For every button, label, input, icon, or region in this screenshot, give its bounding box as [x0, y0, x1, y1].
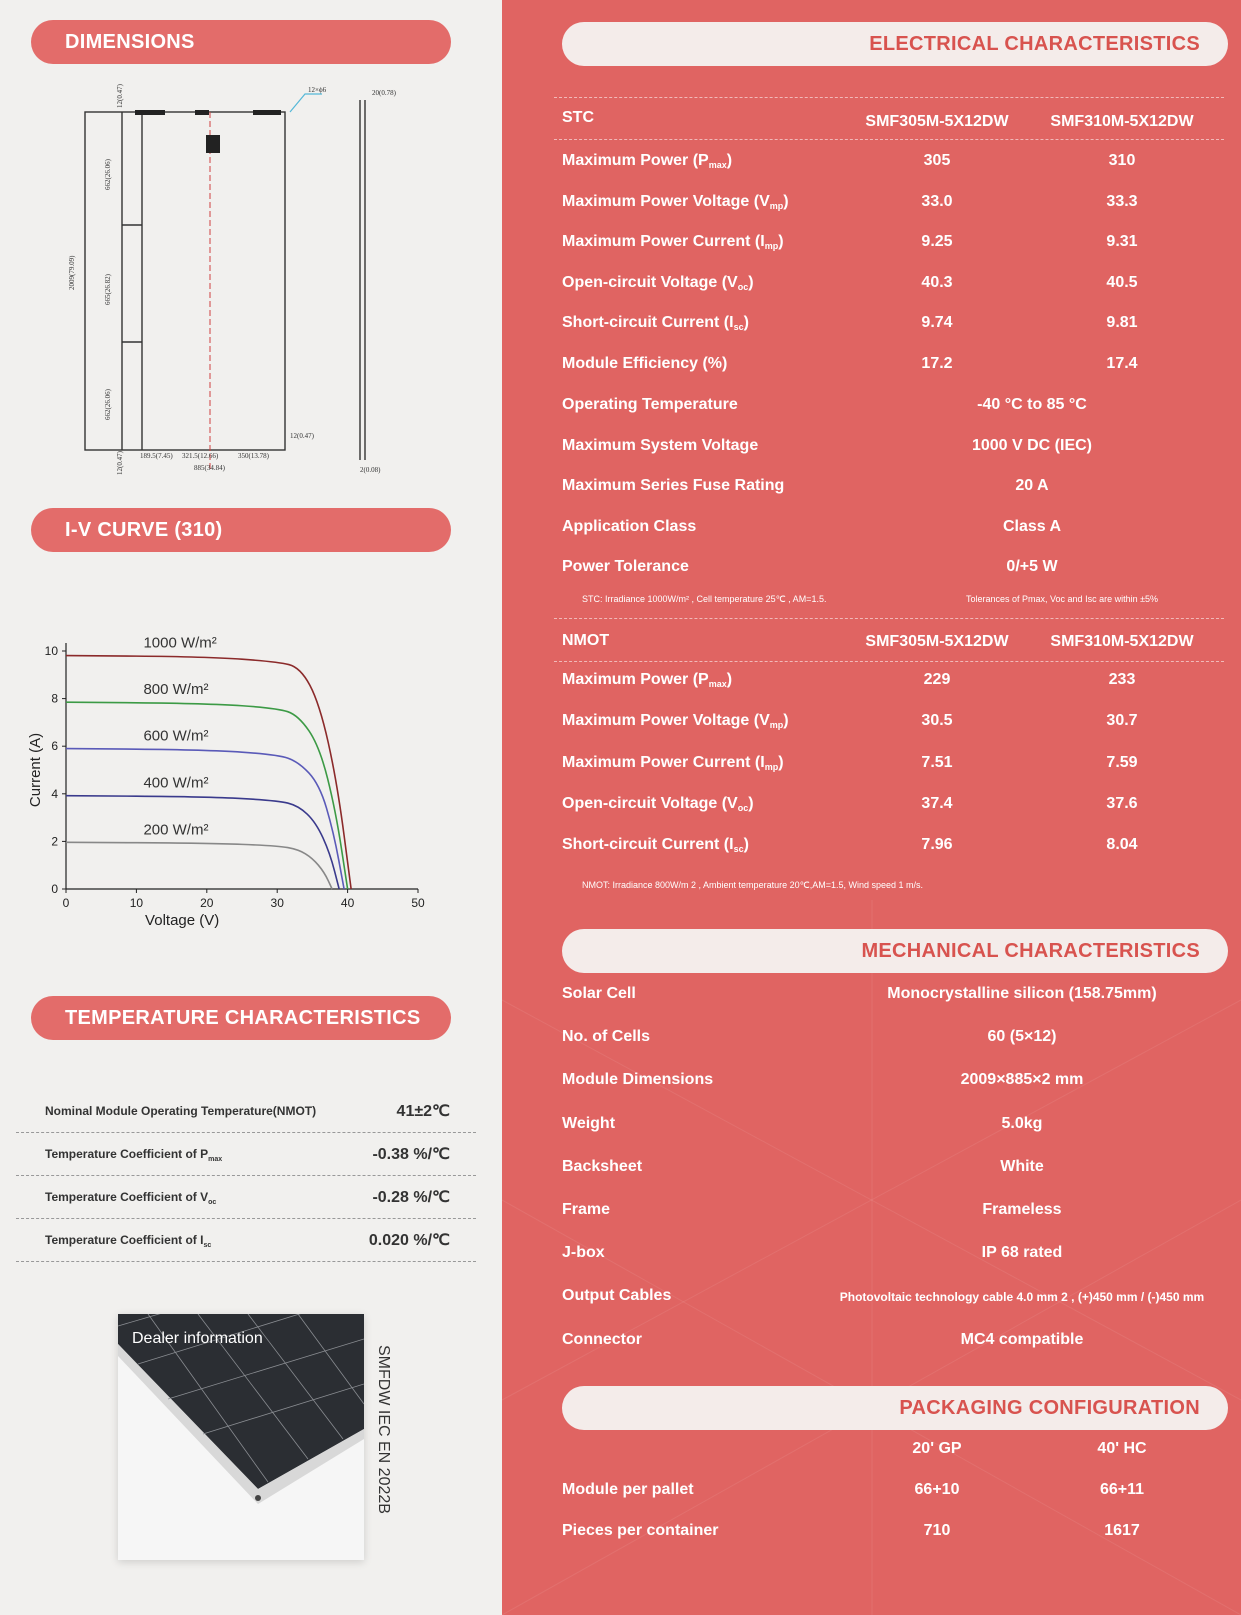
x-tick-label: 40: [340, 896, 355, 910]
mechanical-label: Backsheet: [562, 1157, 643, 1175]
nmot-note: NMOT: Irradiance 800W/m 2 , Ambient temperature 20℃,AM=1.5, Wind speed 1 m/s.: [582, 880, 923, 890]
nmot-row-label-text: Open-circuit Voltage (V: [562, 794, 738, 812]
mechanical-label: Connector: [562, 1330, 642, 1348]
x-tick-label: 20: [200, 896, 214, 910]
y-axis-label: Current (A): [27, 732, 44, 808]
stc-span-value: 1000 V DC (IEC): [971, 436, 1093, 454]
x-axis-label: Voltage (V): [145, 912, 220, 929]
packaging-heading: [562, 1386, 1228, 1430]
temperature-title: TEMPERATURE CHARACTERISTICS: [65, 1006, 421, 1029]
x-tick-label: 50: [411, 896, 425, 910]
nmot-row-label-sub: oc: [737, 802, 749, 813]
b2-label: 321.5(12.66): [182, 452, 219, 460]
mechanical-label: Solar Cell: [562, 985, 636, 1002]
iv-curve-heading: [31, 508, 451, 552]
stc-row-label-sub: mp: [769, 200, 784, 211]
seg1-label: 662(26.06): [104, 159, 112, 190]
right-mid-label: 12(0.47): [290, 432, 314, 440]
packaging-col-b: 40' HC: [1097, 1440, 1147, 1457]
b-total-label: 885(34.84): [194, 464, 225, 472]
stc-span-value: -40 °C to 85 °C: [977, 396, 1087, 413]
stc-row-label-tail: ): [778, 233, 784, 251]
stc-row-label: [562, 193, 789, 211]
nmot-row-label-tail: ): [778, 753, 784, 771]
y-tick-label: 2: [51, 834, 58, 849]
packaging-col-a: 20' GP: [912, 1440, 962, 1457]
nmot-row-label-tail: ): [783, 712, 789, 730]
temperature-label: [45, 1233, 211, 1249]
stc-row-label: [562, 233, 784, 251]
seg3-label: 662(26.06): [104, 389, 112, 420]
temperature-label-text: Temperature Coefficient of V: [45, 1190, 209, 1204]
dealer-vertical-code: SMFDW IEC EN 2022B: [375, 1345, 392, 1514]
mechanical-label: Weight: [562, 1114, 616, 1132]
mechanical-value: 5.0kg: [1001, 1114, 1043, 1132]
divider: [554, 661, 1224, 662]
stc-row-label-sub: sc: [733, 322, 744, 333]
stc-row-label-tail: ): [726, 152, 733, 169]
nmot-value-a: 7.51: [921, 753, 953, 771]
y-tick-label: 6: [51, 739, 58, 754]
nmot-value-b: 7.59: [1106, 753, 1138, 771]
dealer-panel: [118, 1314, 364, 1560]
nmot-value-a: 229: [923, 671, 951, 688]
mechanical-label: Output Cables: [562, 1287, 672, 1305]
mechanical-label: Module Dimensions: [562, 1071, 714, 1089]
stc-row-label: [562, 314, 749, 332]
stc-span-label: Application Class: [562, 517, 697, 535]
temperature-label: [45, 1190, 216, 1206]
mechanical-title: MECHANICAL CHARACTERISTICS: [861, 939, 1200, 962]
nmot-row-label: [562, 836, 749, 854]
electrical-heading: [562, 22, 1228, 66]
stc-row-label: [562, 274, 754, 292]
temperature-value: 0.020 %/℃: [368, 1232, 450, 1249]
iv-curve-chart: [20, 615, 440, 935]
temperature-divider: [16, 1261, 476, 1262]
nmot-row-label-tail: ): [748, 794, 754, 812]
stc-value-b: 9.81: [1106, 314, 1138, 332]
y-tick-label: 8: [51, 691, 58, 706]
stc-note-right: Tolerances of Pmax, Voc and Isc are within ±5%: [966, 594, 1159, 604]
series-label: 800 W/m²: [143, 681, 209, 699]
temperature-divider: [16, 1218, 476, 1219]
stc-value-b: 33.3: [1106, 192, 1138, 210]
nmot-row-label-text: Short-circuit Current (I: [562, 836, 734, 854]
stc-value-a: 33.0: [921, 192, 953, 210]
nmot-row-label-sub: mp: [769, 720, 784, 731]
nmot-row-label-tail: ): [726, 671, 733, 688]
stc-row-label-tail: ): [783, 192, 789, 210]
stc-model-a: SMF305M-5X12DW: [865, 113, 1009, 130]
mechanical-value: Frameless: [982, 1201, 1062, 1218]
mechanical-label: J-box: [562, 1244, 605, 1262]
nmot-row-label-text: Maximum Power (P: [562, 671, 709, 688]
dimensions-title: DIMENSIONS: [65, 30, 195, 53]
stc-span-value: 20 A: [1015, 477, 1049, 495]
y-tick-label: 0: [51, 882, 58, 896]
temperature-heading: [31, 996, 451, 1040]
nmot-model-b: SMF310M-5X12DW: [1050, 633, 1194, 650]
nmot-value-b: 8.04: [1106, 836, 1138, 854]
top-left-label: 12(0.47): [116, 84, 124, 108]
temperature-divider: [16, 1175, 476, 1176]
stc-row-label-text: Module Efficiency (%): [562, 355, 728, 372]
divider: [554, 139, 1224, 140]
series-line-4: [66, 842, 332, 889]
packaging-value-b: 66+11: [1099, 1481, 1145, 1498]
temperature-label-text: Temperature Coefficient of P: [45, 1147, 209, 1161]
nmot-value-b: 30.7: [1106, 712, 1138, 730]
nmot-row-label: [562, 754, 784, 772]
temperature-label-text: Nominal Module Operating Temperature(NMOT): [45, 1104, 317, 1118]
stc-row-label: [562, 152, 732, 170]
temperature-label: [45, 1147, 222, 1163]
nmot-header: NMOT: [562, 632, 610, 649]
stc-header: STC: [562, 109, 594, 126]
nmot-value-b: 233: [1108, 671, 1136, 688]
stc-row-label-text: Open-circuit Voltage (V: [562, 273, 738, 291]
nmot-row-label: [562, 795, 754, 813]
stc-value-a: 40.3: [921, 273, 953, 291]
stc-value-b: 40.5: [1106, 273, 1138, 291]
side-total-label: 2009(79.09): [68, 255, 76, 290]
stc-row-label-text: Maximum Power Voltage (V: [562, 192, 770, 210]
nmot-row-label-text: Maximum Power Current (I: [562, 753, 765, 771]
stc-value-b: 9.31: [1106, 233, 1138, 251]
stc-row-label-sub: max: [708, 160, 727, 170]
mechanical-value: 2009×885×2 mm: [960, 1071, 1084, 1089]
b3-label: 350(13.78): [238, 452, 269, 460]
series-label: 1000 W/m²: [143, 634, 217, 652]
temperature-label-sub: max: [208, 1156, 223, 1163]
mechanical-value: 60 (5×12): [987, 1028, 1057, 1046]
solar-panel-image: [118, 1314, 364, 1560]
bottom-left-label: 12(0.47): [116, 451, 124, 475]
packaging-value-a: 66+10: [914, 1481, 960, 1498]
dealer-label: Dealer information: [132, 1330, 263, 1347]
series-label: 600 W/m²: [143, 727, 209, 745]
stc-span-value: Class A: [1002, 517, 1062, 535]
junction-box: [206, 135, 220, 153]
stc-span-value: 0/+5 W: [1006, 558, 1058, 576]
stc-value-b: 17.4: [1106, 355, 1138, 372]
stc-value-a: 9.25: [921, 233, 953, 251]
nmot-value-a: 37.4: [921, 794, 953, 812]
temperature-value: -0.28 %/℃: [372, 1189, 450, 1206]
temperature-label-sub: oc: [208, 1199, 217, 1206]
nmot-value-a: 30.5: [921, 712, 953, 730]
b1-label: 189.5(7.45): [140, 452, 173, 460]
nmot-row-label-sub: mp: [764, 761, 779, 772]
temperature-label: [45, 1104, 316, 1118]
mechanical-value: IP 68 rated: [981, 1244, 1063, 1262]
dimensions-drawing: [60, 80, 440, 490]
mechanical-value: Monocrystalline silicon (158.75mm): [887, 985, 1157, 1002]
temperature-value: 41±2℃: [396, 1103, 450, 1120]
stc-value-b: 310: [1108, 152, 1136, 169]
stc-row-label: [562, 355, 727, 373]
stc-span-label: Operating Temperature: [562, 396, 738, 413]
packaging-title: PACKAGING CONFIGURATION: [899, 1396, 1200, 1419]
temperature-label-text: Temperature Coefficient of I: [45, 1233, 204, 1247]
packaging-value-a: 710: [923, 1521, 951, 1539]
top-right-label: 20(0.78): [372, 89, 396, 97]
hole-label: 12×ϕ6: [308, 86, 327, 94]
mechanical-value: White: [1000, 1157, 1044, 1175]
packaging-value-b: 1617: [1104, 1521, 1140, 1539]
y-tick-label: 4: [51, 786, 58, 801]
packaging-label: Module per pallet: [562, 1481, 694, 1498]
dimensions-heading: [31, 20, 451, 64]
y-tick-label: 10: [44, 644, 58, 658]
electrical-title: ELECTRICAL CHARACTERISTICS: [869, 32, 1200, 55]
stc-row-label-text: Maximum Power Current (I: [562, 233, 765, 251]
series-label: 200 W/m²: [143, 821, 209, 839]
stc-span-label: Maximum Series Fuse Rating: [562, 477, 785, 495]
divider: [554, 618, 1224, 619]
nmot-row-label: [562, 671, 732, 689]
temperature-value: -0.38 %/℃: [372, 1146, 450, 1163]
x-tick-label: 10: [129, 896, 144, 910]
stc-value-a: 305: [923, 152, 951, 169]
stc-value-a: 9.74: [921, 314, 953, 332]
x-tick-label: 30: [270, 896, 284, 910]
stc-row-label-tail: ): [743, 314, 749, 332]
temperature-label-sub: sc: [203, 1242, 212, 1249]
mechanical-value: Photovoltaic technology cable 4.0 mm 2 , (+)450 mm / (-)450 mm: [839, 1290, 1205, 1305]
stc-value-a: 17.2: [921, 355, 953, 372]
spec-panel: [502, 0, 1241, 1615]
nmot-row-label-sub: sc: [733, 844, 744, 855]
stc-row-label-sub: oc: [737, 281, 749, 292]
mechanical-value: MC4 compatible: [960, 1330, 1084, 1348]
nmot-row-label-text: Maximum Power Voltage (V: [562, 712, 770, 730]
stc-note-left: STC: Irradiance 1000W/m² , Cell temperature 25℃ , AM=1.5.: [582, 594, 827, 604]
stc-row-label-sub: mp: [764, 241, 779, 252]
nmot-model-a: SMF305M-5X12DW: [865, 633, 1009, 650]
nmot-row-label-sub: max: [708, 679, 727, 689]
iv-curve-title: I-V CURVE (310): [65, 518, 223, 541]
nmot-value-a: 7.96: [921, 836, 953, 854]
x-tick-label: 0: [62, 896, 70, 910]
divider: [554, 97, 1224, 98]
temperature-divider: [16, 1132, 476, 1133]
module-outline: [85, 112, 285, 450]
mechanical-label: Frame: [562, 1201, 611, 1218]
stc-row-label-text: Maximum Power (P: [562, 152, 709, 169]
stc-span-label: Maximum System Voltage: [562, 436, 759, 454]
nmot-row-label-tail: ): [743, 836, 749, 854]
thickness-label: 2(0.08): [360, 466, 381, 474]
series-label: 400 W/m²: [143, 774, 209, 792]
series-line-2: [66, 749, 344, 889]
stc-row-label-text: Short-circuit Current (I: [562, 314, 734, 332]
mechanical-heading: [562, 929, 1228, 973]
seg2-label: 665(26.82): [104, 274, 112, 305]
nmot-row-label: [562, 712, 789, 730]
nmot-value-b: 37.6: [1106, 794, 1138, 812]
stc-model-b: SMF310M-5X12DW: [1050, 113, 1194, 130]
mechanical-label: No. of Cells: [562, 1028, 651, 1046]
stc-span-label: Power Tolerance: [562, 558, 689, 576]
stc-row-label-tail: ): [748, 273, 754, 291]
packaging-label: Pieces per container: [562, 1521, 719, 1539]
